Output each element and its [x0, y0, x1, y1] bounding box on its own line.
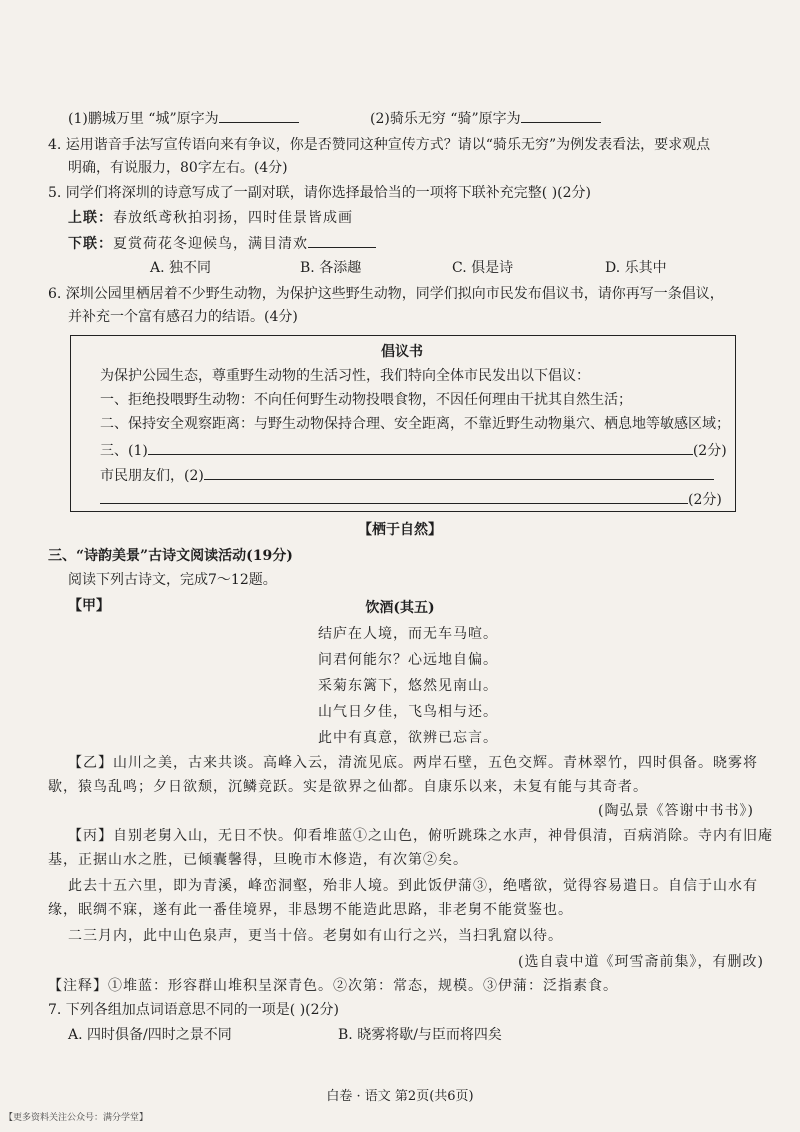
section-3-title: 三、“诗韵美景”古诗文阅读活动(19分) [48, 548, 293, 564]
page-footer: 白卷 · 语文 第2页(共6页) [326, 1089, 474, 1104]
watermark-text: 【更多资料关注公众号：满分学堂】 [4, 1113, 149, 1123]
proposal-item-3-blank[interactable] [148, 440, 693, 455]
question-7-option-a[interactable]: A. 四时俱备/四时之景不同 [68, 1027, 232, 1043]
yi-line-2: 歇，猿鸟乱鸣；夕日欲颓，沉鳞竞跃。实是欲界之仙都。自康乐以来，未复有能与其奇者。 [48, 779, 648, 795]
option-d[interactable]: D. 乐其中 [605, 260, 667, 276]
proposal-intro: 为保护公园生态，尊重野生动物的生活习性，我们特向全体市民发出以下倡议： [100, 368, 590, 384]
bing-line-3: 此去十五六里，即为青溪，峰峦洞壑，殆非人境。到此饭伊蒲③，绝嗜欲，觉得容易遣日。自信于山水有 [68, 878, 758, 894]
bing-source: (选自袁中道《珂雪斋前集》，有删改) [518, 954, 764, 970]
jia-line-1: 结庐在人境，而无车马喧。 [318, 626, 498, 642]
proposal-item-3-score: (2分) [692, 443, 727, 459]
lower-text: 夏赏荷花冬迎候鸟，满目清欢 [113, 236, 308, 252]
question-4-line1: 4. 运用谐音手法写宣传语向来有争议，你是否赞同这种宣传方式？请以“骑乐无穷”为例发表看法，要求观点 [48, 137, 711, 153]
option-c[interactable]: C. 俱是诗 [452, 260, 514, 276]
proposal-ending [100, 465, 714, 486]
upper-label: 上联： [68, 210, 113, 226]
notes: 【注释】①堆蓝：形容群山堆积呈深青色。②次第：常态，规模。③伊蒲：泛指素食。 [48, 978, 618, 994]
proposal-item-2: 二、保持安全观察距离：与野生动物保持合理、安全距离，不靠近野生动物巢穴、栖息地等敏感区域； [100, 416, 730, 432]
yi-source: (陶弘景《答谢中书书》) [598, 803, 754, 819]
jia-line-2: 问君何能尔？心远地自偏。 [318, 652, 498, 668]
bing-line-5: 二三月内，此中山色泉声，更当十倍。老舅如有山行之兴，当扫乳窟以待。 [68, 928, 563, 944]
jia-line-3: 采菊东篱下，悠然见南山。 [318, 678, 498, 694]
proposal-title: 倡议书 [381, 344, 423, 360]
proposal-ending-blank-2[interactable] [100, 489, 688, 504]
answer-blank-2[interactable] [521, 108, 601, 123]
question-4-line2: 明确，有说服力，80字左右。(4分) [68, 160, 288, 176]
couplet-upper [68, 208, 353, 228]
jia-title: 饮酒(其五) [365, 600, 435, 616]
subquestion-2-text: (2)骑乐无穷 “骑”原字为 [370, 111, 521, 127]
subquestion-1 [68, 108, 299, 129]
option-a[interactable]: A. 独不同 [150, 260, 212, 276]
proposal-item-1: 一、拒绝投喂野生动物：不向任何野生动物投喂食物，不因任何理由干扰其自然生活； [100, 392, 632, 408]
bing-line-4: 缘，眠绸不寐，遂有此一番佳境界，非恳甥不能造此思路，非老舅不能赏鉴也。 [48, 902, 573, 918]
proposal-ending-label: 市民朋友们，(2) [100, 468, 204, 484]
couplet-blank[interactable] [308, 233, 376, 248]
proposal-ending-blank[interactable] [204, 465, 714, 480]
bing-line-1: 【丙】自别老舅入山，无日不快。仰看堆蓝①之山色，俯听跳珠之水声，神骨俱清，百病消除。寺内有旧庵 [68, 828, 773, 844]
question-7-stem: 7. 下列各组加点词语意思不同的一项是( )(2分) [48, 1002, 340, 1018]
section-3-instruction: 阅读下列古诗文，完成7～12题。 [68, 572, 277, 588]
subquestion-1-text: (1)鹏城万里 “城”原字为 [68, 111, 219, 127]
question-6-line1: 6. 深圳公园里栖居着不少野生动物，为保护这些野生动物，同学们拟向市民发布倡议书，请你再写一条倡议， [48, 286, 724, 302]
lower-label: 下联： [68, 236, 113, 252]
upper-text: 春放纸鸢秋拍羽扬，四时佳景皆成画 [113, 210, 353, 226]
question-5-stem: 5. 同学们将深圳的诗意写成了一副对联，请你选择最恰当的一项将下联补充完整( )(2分) [48, 185, 592, 201]
jia-label: 【甲】 [68, 598, 110, 614]
question-7-option-b[interactable]: B. 晓雾将歇/与臣而将四矣 [338, 1027, 502, 1043]
jia-line-4: 山气日夕佳，飞鸟相与还。 [318, 704, 498, 720]
jia-line-5: 此中有真意，欲辨已忘言。 [318, 730, 498, 746]
answer-blank-1[interactable] [219, 108, 299, 123]
couplet-lower [68, 233, 376, 254]
proposal-ending-line2 [100, 489, 722, 510]
question-6-line2: 并补充一个富有感召力的结语。(4分) [68, 309, 298, 325]
bing-line-2: 基，正据山水之胜，已倾囊馨得，旦晚市木修造，有次第②矣。 [48, 852, 468, 868]
proposal-item-3-label: 三、(1) [100, 443, 148, 459]
section-banner: 【栖于自然】 [358, 522, 442, 538]
option-b[interactable]: B. 各添趣 [300, 260, 362, 276]
yi-line-1: 【乙】山川之美，古来共谈。高峰入云，清流见底。两岸石壁，五色交辉。青林翠竹，四时俱备。晓雾将 [68, 755, 758, 771]
proposal-item-3 [100, 440, 727, 461]
subquestion-2 [370, 108, 601, 129]
proposal-ending-score: (2分) [688, 492, 722, 508]
